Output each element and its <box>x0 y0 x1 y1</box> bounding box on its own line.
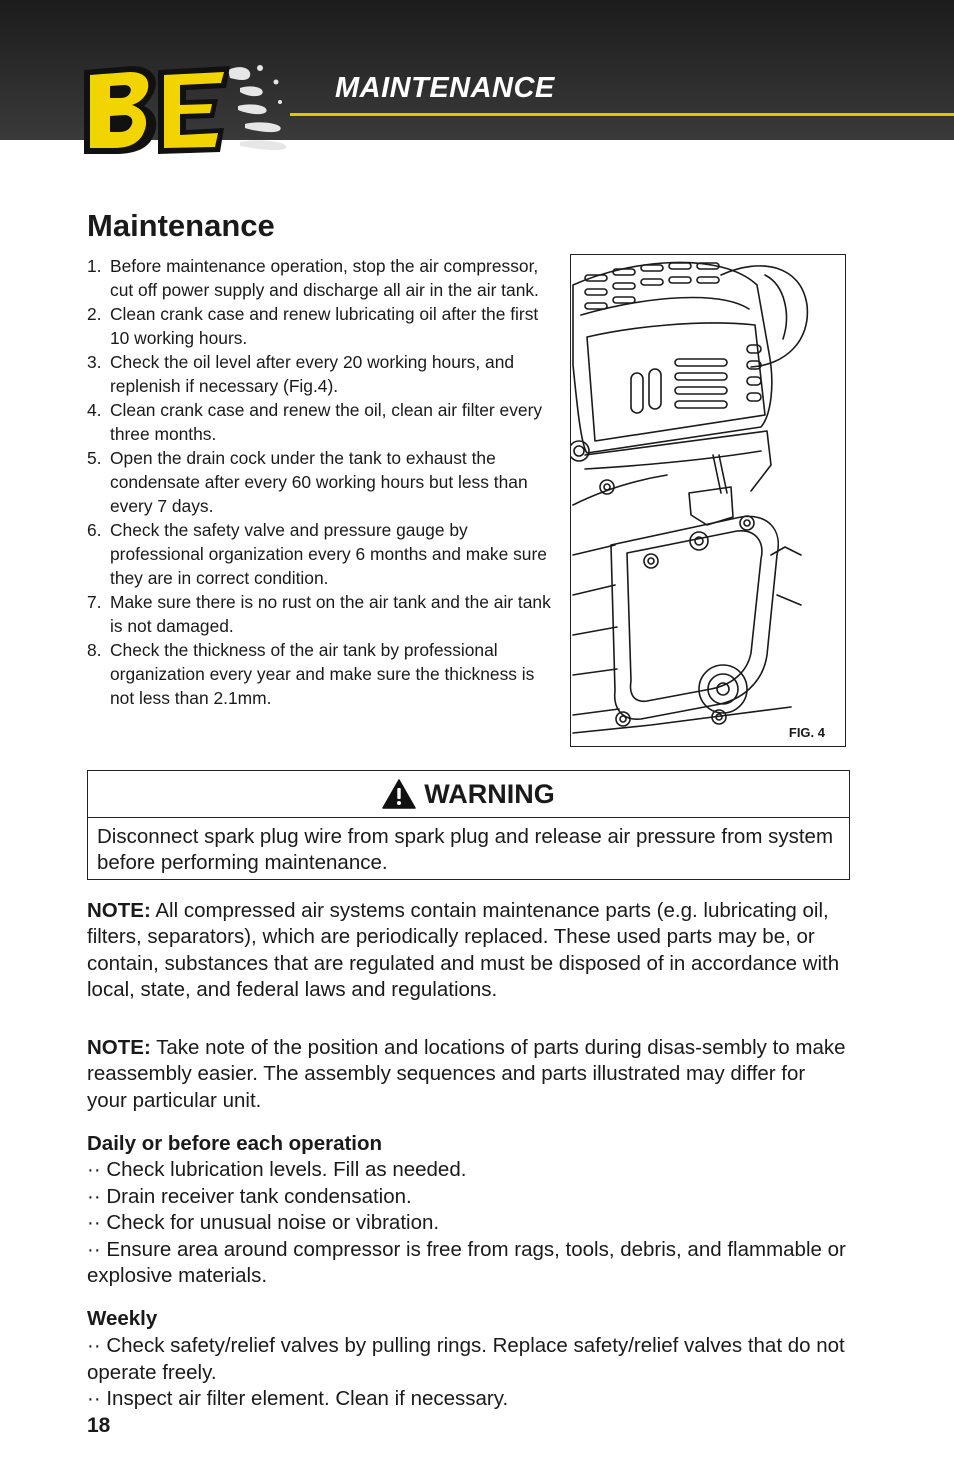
list-item <box>87 350 557 398</box>
step-number: 2. <box>87 304 102 324</box>
list-item: ·· Check lubrication levels. Fill as needed. <box>87 1158 467 1181</box>
header-accent-rule <box>290 113 954 116</box>
step-text: Check the safety valve and pressure gauge by professional organization every 6 months and make sure they are in correct condition. <box>110 520 547 588</box>
warning-text: Disconnect spark plug wire from spark plug and release air pressure from system before performing maintenance. <box>97 825 834 874</box>
step-number: 3. <box>87 352 102 372</box>
step-text: Before maintenance operation, stop the air compressor, cut off power supply and discharge all air in the air tank. <box>110 256 539 300</box>
step-text: Clean crank case and renew lubricating oil after the first 10 working hours. <box>110 304 539 348</box>
compressor-pump-illustration <box>571 255 846 747</box>
step-text: Make sure there is no rust on the air tank and the air tank is not damaged. <box>110 592 551 636</box>
list-item <box>87 590 557 638</box>
daily-heading: Daily or before each operation <box>87 1132 383 1155</box>
list-item: ·· Inspect air filter element. Clean if necessary. <box>87 1387 509 1410</box>
step-text: Clean crank case and renew the oil, clean air filter every three months. <box>110 400 543 444</box>
weekly-checklist <box>87 1333 847 1413</box>
section-title: MAINTENANCE <box>335 72 555 104</box>
step-text: Check the oil level after every 20 working hours, and replenish if necessary (Fig.4). <box>110 352 515 396</box>
maintenance-steps-list <box>87 254 557 710</box>
note-label: NOTE: <box>87 1036 151 1059</box>
page-number: 18 <box>87 1414 111 1437</box>
warning-header <box>88 771 849 818</box>
note-text: All compressed air systems contain maintenance parts (e.g. lubricating oil, filters, separators), which are periodically replaced. These used parts may be, or contain, substances that are regulated and must be disposed of in accordance with local, state, and federal laws and regulations. <box>87 899 840 1002</box>
be-logo <box>80 62 295 158</box>
daily-checklist <box>87 1157 847 1290</box>
list-item <box>87 254 557 302</box>
warning-triangle-icon <box>382 779 416 809</box>
note-label: NOTE: <box>87 899 151 922</box>
list-item: ·· Check for unusual noise or vibration. <box>87 1211 440 1234</box>
step-number: 1. <box>87 256 102 276</box>
note-paragraph <box>87 898 847 1004</box>
list-item: ·· Check safety/relief valves by pulling rings. Replace safety/relief valves that do not operate freely. <box>87 1334 845 1384</box>
figure-4 <box>570 254 846 747</box>
step-number: 6. <box>87 520 102 540</box>
note-text: Take note of the position and locations of parts during disas-sembly to make reassembly easier. The assembly sequences and parts illustrated may differ for your particular unit. <box>87 1036 846 1112</box>
note-paragraph <box>87 1035 847 1114</box>
list-item <box>87 638 557 710</box>
step-number: 7. <box>87 592 102 612</box>
list-item <box>87 302 557 350</box>
list-item <box>87 518 557 590</box>
step-text: Open the drain cock under the tank to exhaust the condensate after every 60 working hours but less than every 7 days. <box>110 448 528 516</box>
warning-title: WARNING <box>424 778 555 809</box>
step-text: Check the thickness of the air tank by professional organization every year and make sure the thickness is not less than 2.1mm. <box>110 640 535 708</box>
list-item: ·· Ensure area around compressor is free from rags, tools, debris, and flammable or explosive materials. <box>87 1237 846 1287</box>
list-item <box>87 398 557 446</box>
warning-box <box>87 770 850 880</box>
list-item: ·· Drain receiver tank condensation. <box>87 1184 412 1208</box>
step-number: 5. <box>87 448 102 468</box>
figure-caption: FIG. 4 <box>788 725 825 740</box>
page-heading: Maintenance <box>87 208 275 243</box>
weekly-heading: Weekly <box>87 1307 158 1330</box>
step-number: 4. <box>87 400 102 420</box>
step-number: 8. <box>87 640 102 660</box>
list-item <box>87 446 557 518</box>
